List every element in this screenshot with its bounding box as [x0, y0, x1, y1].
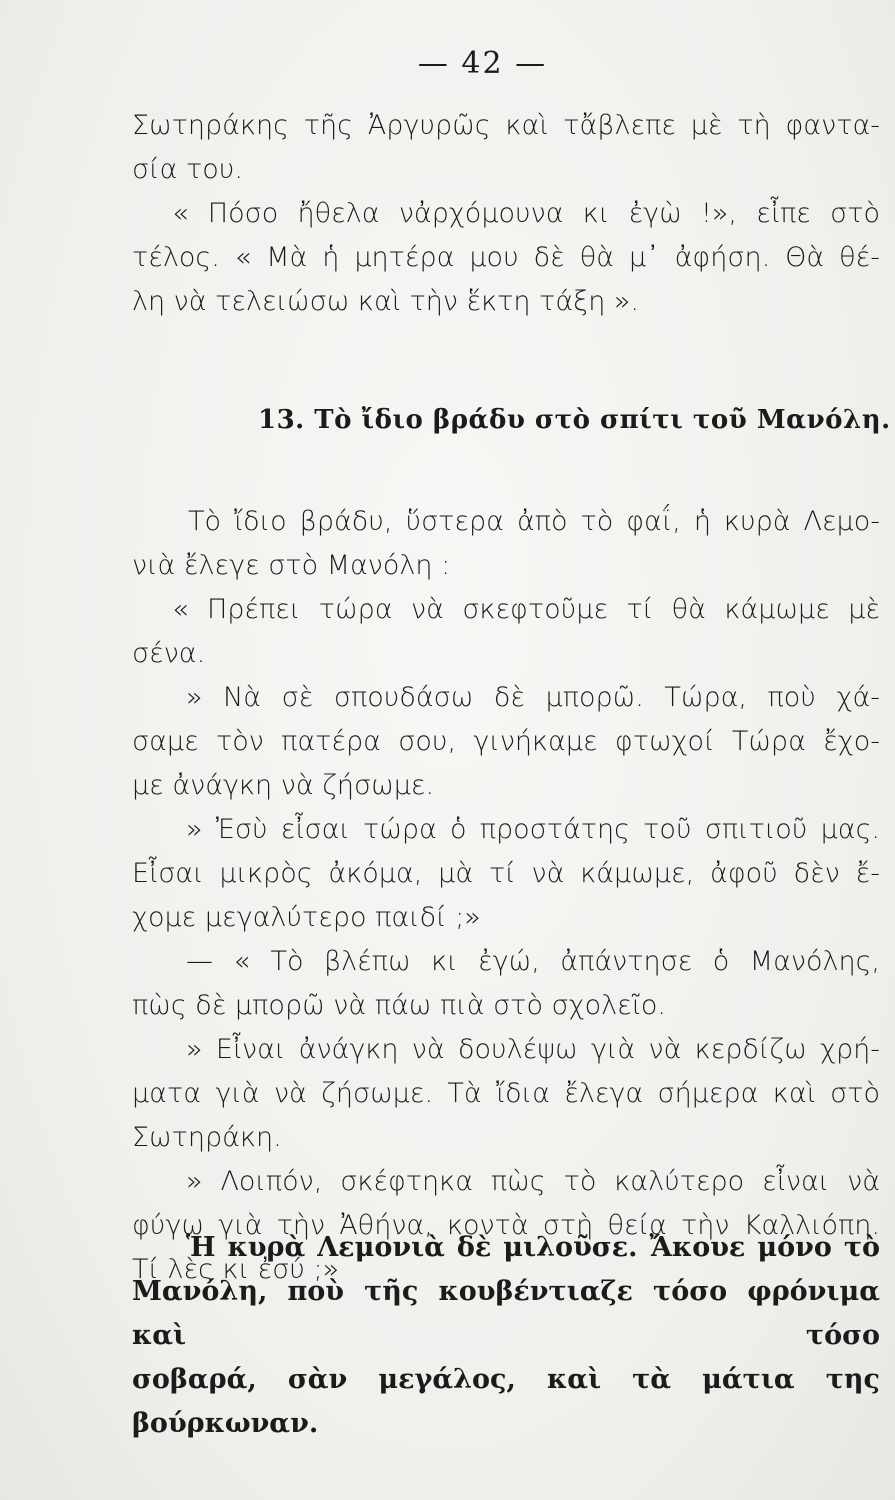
page-number: — 42 — — [417, 46, 548, 81]
text-line: Σωτηράκη. — [132, 1122, 282, 1153]
text-line: » Νὰ σὲ σπουδάσω δὲ μπορῶ. Τώρα, ποὺ χά- — [186, 682, 880, 713]
text-line: » Ἐσὺ εἶσαι τώρα ὁ προστάτης τοῦ σπιτιοῦ μας. — [186, 814, 880, 845]
section-1-text — [132, 104, 880, 324]
text-line: Μανόλη, ποὺ τῆς κουβέντιαζε τόσο φρόνιμα καὶ τόσο — [132, 1276, 880, 1351]
text-line: σαμε τὸν πατέρα σου, γινήκαμε φτωχοί Τώρα ἔχο- — [132, 726, 880, 757]
text-line: Τὸ ἴδιο βράδυ, ὕστερα ἀπὸ τὸ φαΐ, ἡ κυρὰ Λεμο- — [188, 506, 880, 537]
text-line: φύγω γιὰ τὴν Ἀθήνα, κοντὰ στὴ θεία τὴν Καλλιόπη. — [132, 1210, 880, 1241]
text-line: σία του. — [132, 154, 243, 185]
text-line: « Πόσο ἤθελα νἀρχόμουνα κι ἐγὼ !», εἶπε στὸ — [172, 198, 880, 229]
text-line: Τί λὲς κι ἐσύ ;» — [132, 1254, 340, 1285]
text-line: » Λοιπόν, σκέφτηκα πὼς τὸ καλύτερο εἶναι νὰ — [186, 1166, 880, 1197]
text-line: νιὰ ἔλεγε στὸ Μανόλη : — [132, 550, 451, 581]
text-line: σοβαρά, σὰν μεγάλος, καὶ τὰ μάτια της βούρκωναν. — [132, 1364, 880, 1439]
text-line: — « Τὸ βλέπω κι ἐγώ, ἀπάντησε ὁ Μανόλης, — [186, 946, 880, 977]
section-3-text — [132, 1226, 880, 1446]
section-heading: 13. Τὸ ἴδιο βράδυ στὸ σπίτι τοῦ Μανόλη. — [258, 405, 891, 435]
text-line: τέλος. « Μὰ ἡ μητέρα μου δὲ θὰ μ᾿ ἀφήση. Θὰ θέ- — [132, 242, 880, 273]
text-line: πὼς δὲ μπορῶ νὰ πάω πιὰ στὸ σχολεῖο. — [132, 990, 666, 1021]
text-line: Εἶσαι μικρὸς ἀκόμα, μὰ τί νὰ κάμωμε, ἀφοῦ δὲν ἔ- — [132, 858, 880, 889]
text-line: ματα γιὰ νὰ ζήσωμε. Τὰ ἴδια ἔλεγα σήμερα καὶ στὸ — [132, 1078, 880, 1109]
text-line: σένα. — [132, 638, 206, 669]
section-2-text — [132, 500, 880, 1292]
text-line: χομε μεγαλύτερο παιδί ;» — [132, 902, 481, 933]
text-line: λη νὰ τελειώσω καὶ τὴν ἕκτη τάξη ». — [132, 286, 639, 317]
text-line: με ἀνάγκη νὰ ζήσωμε. — [132, 770, 435, 801]
text-line: » Εἶναι ἀνάγκη νὰ δουλέψω γιὰ νὰ κερδίζω χρή- — [186, 1034, 880, 1065]
text-line: Σωτηράκης τῆς Ἀργυρῶς καὶ τἄβλεπε μὲ τὴ φαντα- — [132, 110, 880, 141]
text-line: Ἡ κυρὰ Λεμονιὰ δὲ μιλοῦσε. Ἄκουε μόνο τὸ — [186, 1232, 880, 1263]
text-line: « Πρέπει τώρα νὰ σκεφτοῦμε τί θὰ κάμωμε μὲ — [172, 594, 880, 625]
